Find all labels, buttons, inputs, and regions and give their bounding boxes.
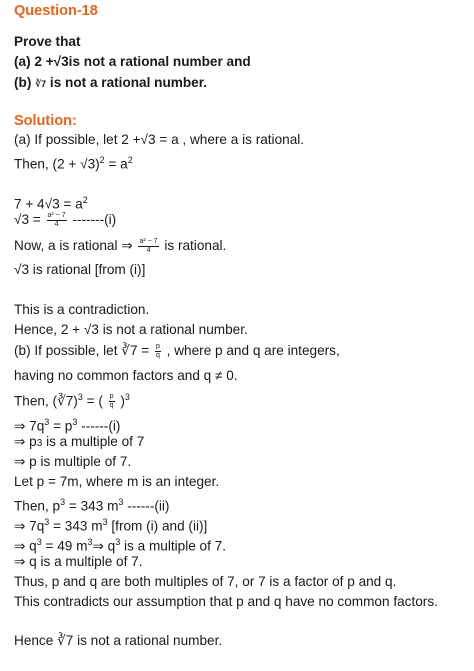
fraction: $\frac{\text{a² − 7}}{4}$ [47,212,66,228]
solution-line: ⇒ $7q^3 = 343$ $m^3$ [from (i) and (ii)] [14,517,208,534]
part-a-statement: (a) 2 +√3is not a rational number and [14,54,251,69]
solution-line: ⇒ $q^3 = 49$ $m^3\Rightarrow$ $q^3$ is a multiple of 7. [14,537,227,554]
solution-line: √3 is rational [from (i)] [14,262,146,277]
part-b-statement: (b) ∛7 is not a rational number. [14,75,208,90]
solution-line: ⇒ p3 is a multiple of 7 [14,434,145,449]
prove-that-label: Prove that [14,34,81,49]
fraction: $\frac{p}{q}$ [156,343,160,359]
solution-line: (b) If possible, let ∛7 = $\frac{p}{q}$ , where p and q are integers, [14,343,340,359]
solution-line: This contradicts our assumption that p and q have no common factors. [14,594,438,609]
solution-line: Then, (∛7)$^3$ = ( $\frac{p}{q}$ )$^3$ [14,392,130,410]
solution-line: Now, a is rational ⇒ $\frac{\text{a² − 7}}{4}$ is rational. [14,238,227,254]
solution-line: This is a contradiction. [14,302,150,317]
solution-line: Thus, p and q are both multiples of 7, or 7 is a factor of p and q. [14,574,397,589]
solution-line: ⇒ q is a multiple of 7. [14,554,143,569]
fraction: $\frac{\text{a² − 7}}{4}$ [139,238,158,254]
solution-line: Hence ∛7 is not a rational number. [14,633,223,648]
solution-line: Hence, 2 + √3 is not a rational number. [14,322,248,337]
solution-line: $7 + 4√3 = a^2$ [14,195,88,212]
question-heading: Question-18 [14,3,98,19]
solution-line: ⇒ p is multiple of 7. [14,454,132,469]
solution-line: having no common factors and q ≠ 0. [14,368,238,383]
solution-line: ⇒ $7q^3 = p^3$ ------(i) [14,417,121,434]
fraction: $\frac{p}{q}$ [109,393,114,410]
solution-line: (a) If possible, let 2 +√3 = a , where a is rational. [14,132,305,147]
solution-line: √3 = $\frac{\text{a² − 7}}{4}$ -------(i) [14,212,117,228]
solution-line: Then, $(2 + √3)^2 = a^2$ [14,155,133,172]
solution-line: Let p = 7m, where m is an integer. [14,474,220,489]
solution-heading: Solution: [14,113,77,129]
solution-line: Then, $p^3 = 343$ $m^3$ ------(ii) [14,497,170,514]
